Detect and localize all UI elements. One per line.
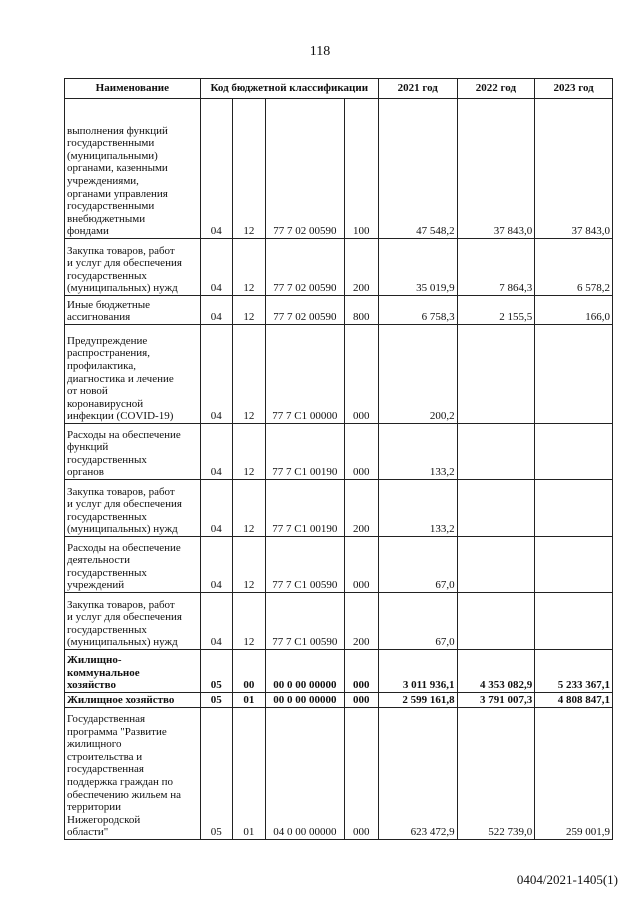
cell-name: Государственная программа "Развитие жилищного строительства и государственная поддержка граждан по обеспечению жильем на территории Нижегородской области" [65,708,201,840]
header-2021: 2021 год [378,79,457,99]
cell-section: 05 [200,650,232,693]
header-code: Код бюджетной классификации [200,79,378,99]
cell-2021: 200,2 [378,325,457,424]
table-row [65,650,613,693]
cell-name: Жилищно- коммунальное хозяйство [65,650,201,693]
cell-2021: 67,0 [378,593,457,650]
cell-target-article: 77 7 C1 00190 [265,480,344,537]
header-2022: 2022 год [457,79,535,99]
cell-subsection: 12 [232,325,265,424]
table-row [65,480,613,537]
cell-target-article: 77 7 C1 00190 [265,424,344,480]
cell-2023: 6 578,2 [535,239,613,296]
cell-section: 04 [200,593,232,650]
cell-2021: 35 019,9 [378,239,457,296]
cell-2021: 3 011 936,1 [378,650,457,693]
cell-expense-type: 000 [344,537,378,593]
cell-2021: 133,2 [378,480,457,537]
cell-2021: 623 472,9 [378,708,457,840]
cell-section: 04 [200,537,232,593]
cell-expense-type: 100 [344,99,378,239]
cell-2021: 2 599 161,8 [378,693,457,708]
cell-name: Иные бюджетные ассигнования [65,296,201,325]
cell-name: Жилищное хозяйство [65,693,201,708]
cell-target-article: 77 7 02 00590 [265,296,344,325]
table-row [65,296,613,325]
cell-subsection: 12 [232,593,265,650]
cell-subsection: 12 [232,99,265,239]
page-number: 118 [309,44,331,59]
cell-2022: 4 353 082,9 [457,650,535,693]
cell-target-article: 00 0 00 00000 [265,650,344,693]
table-row [65,537,613,593]
cell-expense-type: 000 [344,693,378,708]
budget-table [64,78,613,840]
cell-name: Закупка товаров, работ и услуг для обеспечения государственных (муниципальных) нужд [65,593,201,650]
cell-2022: 2 155,5 [457,296,535,325]
cell-expense-type: 000 [344,708,378,840]
table-row [65,424,613,480]
cell-2022: 3 791 007,3 [457,693,535,708]
cell-target-article: 04 0 00 00000 [265,708,344,840]
cell-target-article: 77 7 02 00590 [265,239,344,296]
cell-expense-type: 200 [344,239,378,296]
cell-target-article: 77 7 C1 00590 [265,537,344,593]
cell-subsection: 12 [232,537,265,593]
cell-2023 [535,593,613,650]
cell-2021: 6 758,3 [378,296,457,325]
cell-2023 [535,537,613,593]
cell-name: Расходы на обеспечение деятельности государственных учреждений [65,537,201,593]
cell-2023 [535,325,613,424]
cell-expense-type: 000 [344,650,378,693]
cell-2023: 259 001,9 [535,708,613,840]
cell-2023: 166,0 [535,296,613,325]
cell-expense-type: 000 [344,424,378,480]
cell-subsection: 12 [232,296,265,325]
table-header-row [65,79,613,99]
cell-expense-type: 200 [344,593,378,650]
cell-2022 [457,325,535,424]
cell-2023: 37 843,0 [535,99,613,239]
cell-subsection: 01 [232,708,265,840]
cell-2023 [535,480,613,537]
cell-name: Расходы на обеспечение функций государственных органов [65,424,201,480]
table-row [65,593,613,650]
cell-subsection: 00 [232,650,265,693]
cell-target-article: 77 7 C1 00590 [265,593,344,650]
table-row [65,239,613,296]
cell-2022 [457,537,535,593]
cell-subsection: 01 [232,693,265,708]
cell-name: выполнения функций государственными (муниципальными) органами, казенными учреждениями, органами управления государственными внебюджетными фондами [65,99,201,239]
table-row [65,693,613,708]
cell-section: 05 [200,708,232,840]
cell-name: Предупреждение распространения, профилактика, диагностика и лечение от новой коронавирусной инфекции (COVID-19) [65,325,201,424]
cell-expense-type: 000 [344,325,378,424]
cell-name: Закупка товаров, работ и услуг для обеспечения государственных (муниципальных) нужд [65,480,201,537]
cell-target-article: 00 0 00 00000 [265,693,344,708]
cell-2021: 133,2 [378,424,457,480]
cell-subsection: 12 [232,480,265,537]
cell-subsection: 12 [232,239,265,296]
table-body [65,99,613,840]
cell-expense-type: 800 [344,296,378,325]
document-code: 0404/2021-1405(1) [516,872,618,887]
cell-target-article: 77 7 02 00590 [265,99,344,239]
cell-2023: 4 808 847,1 [535,693,613,708]
cell-2022: 522 739,0 [457,708,535,840]
cell-section: 04 [200,424,232,480]
table-row [65,325,613,424]
table-row [65,99,613,239]
cell-section: 04 [200,325,232,424]
cell-section: 04 [200,480,232,537]
cell-2022 [457,480,535,537]
cell-2022: 7 864,3 [457,239,535,296]
cell-2022 [457,424,535,480]
cell-2023: 5 233 367,1 [535,650,613,693]
cell-section: 05 [200,693,232,708]
cell-2022: 37 843,0 [457,99,535,239]
header-name: Наименование [65,79,201,99]
table-row [65,708,613,840]
header-2023: 2023 год [535,79,613,99]
cell-2023 [535,424,613,480]
cell-section: 04 [200,239,232,296]
cell-target-article: 77 7 C1 00000 [265,325,344,424]
cell-2022 [457,593,535,650]
cell-expense-type: 200 [344,480,378,537]
cell-name: Закупка товаров, работ и услуг для обеспечения государственных (муниципальных) нужд [65,239,201,296]
cell-section: 04 [200,296,232,325]
cell-2021: 47 548,2 [378,99,457,239]
cell-subsection: 12 [232,424,265,480]
cell-2021: 67,0 [378,537,457,593]
cell-section: 04 [200,99,232,239]
